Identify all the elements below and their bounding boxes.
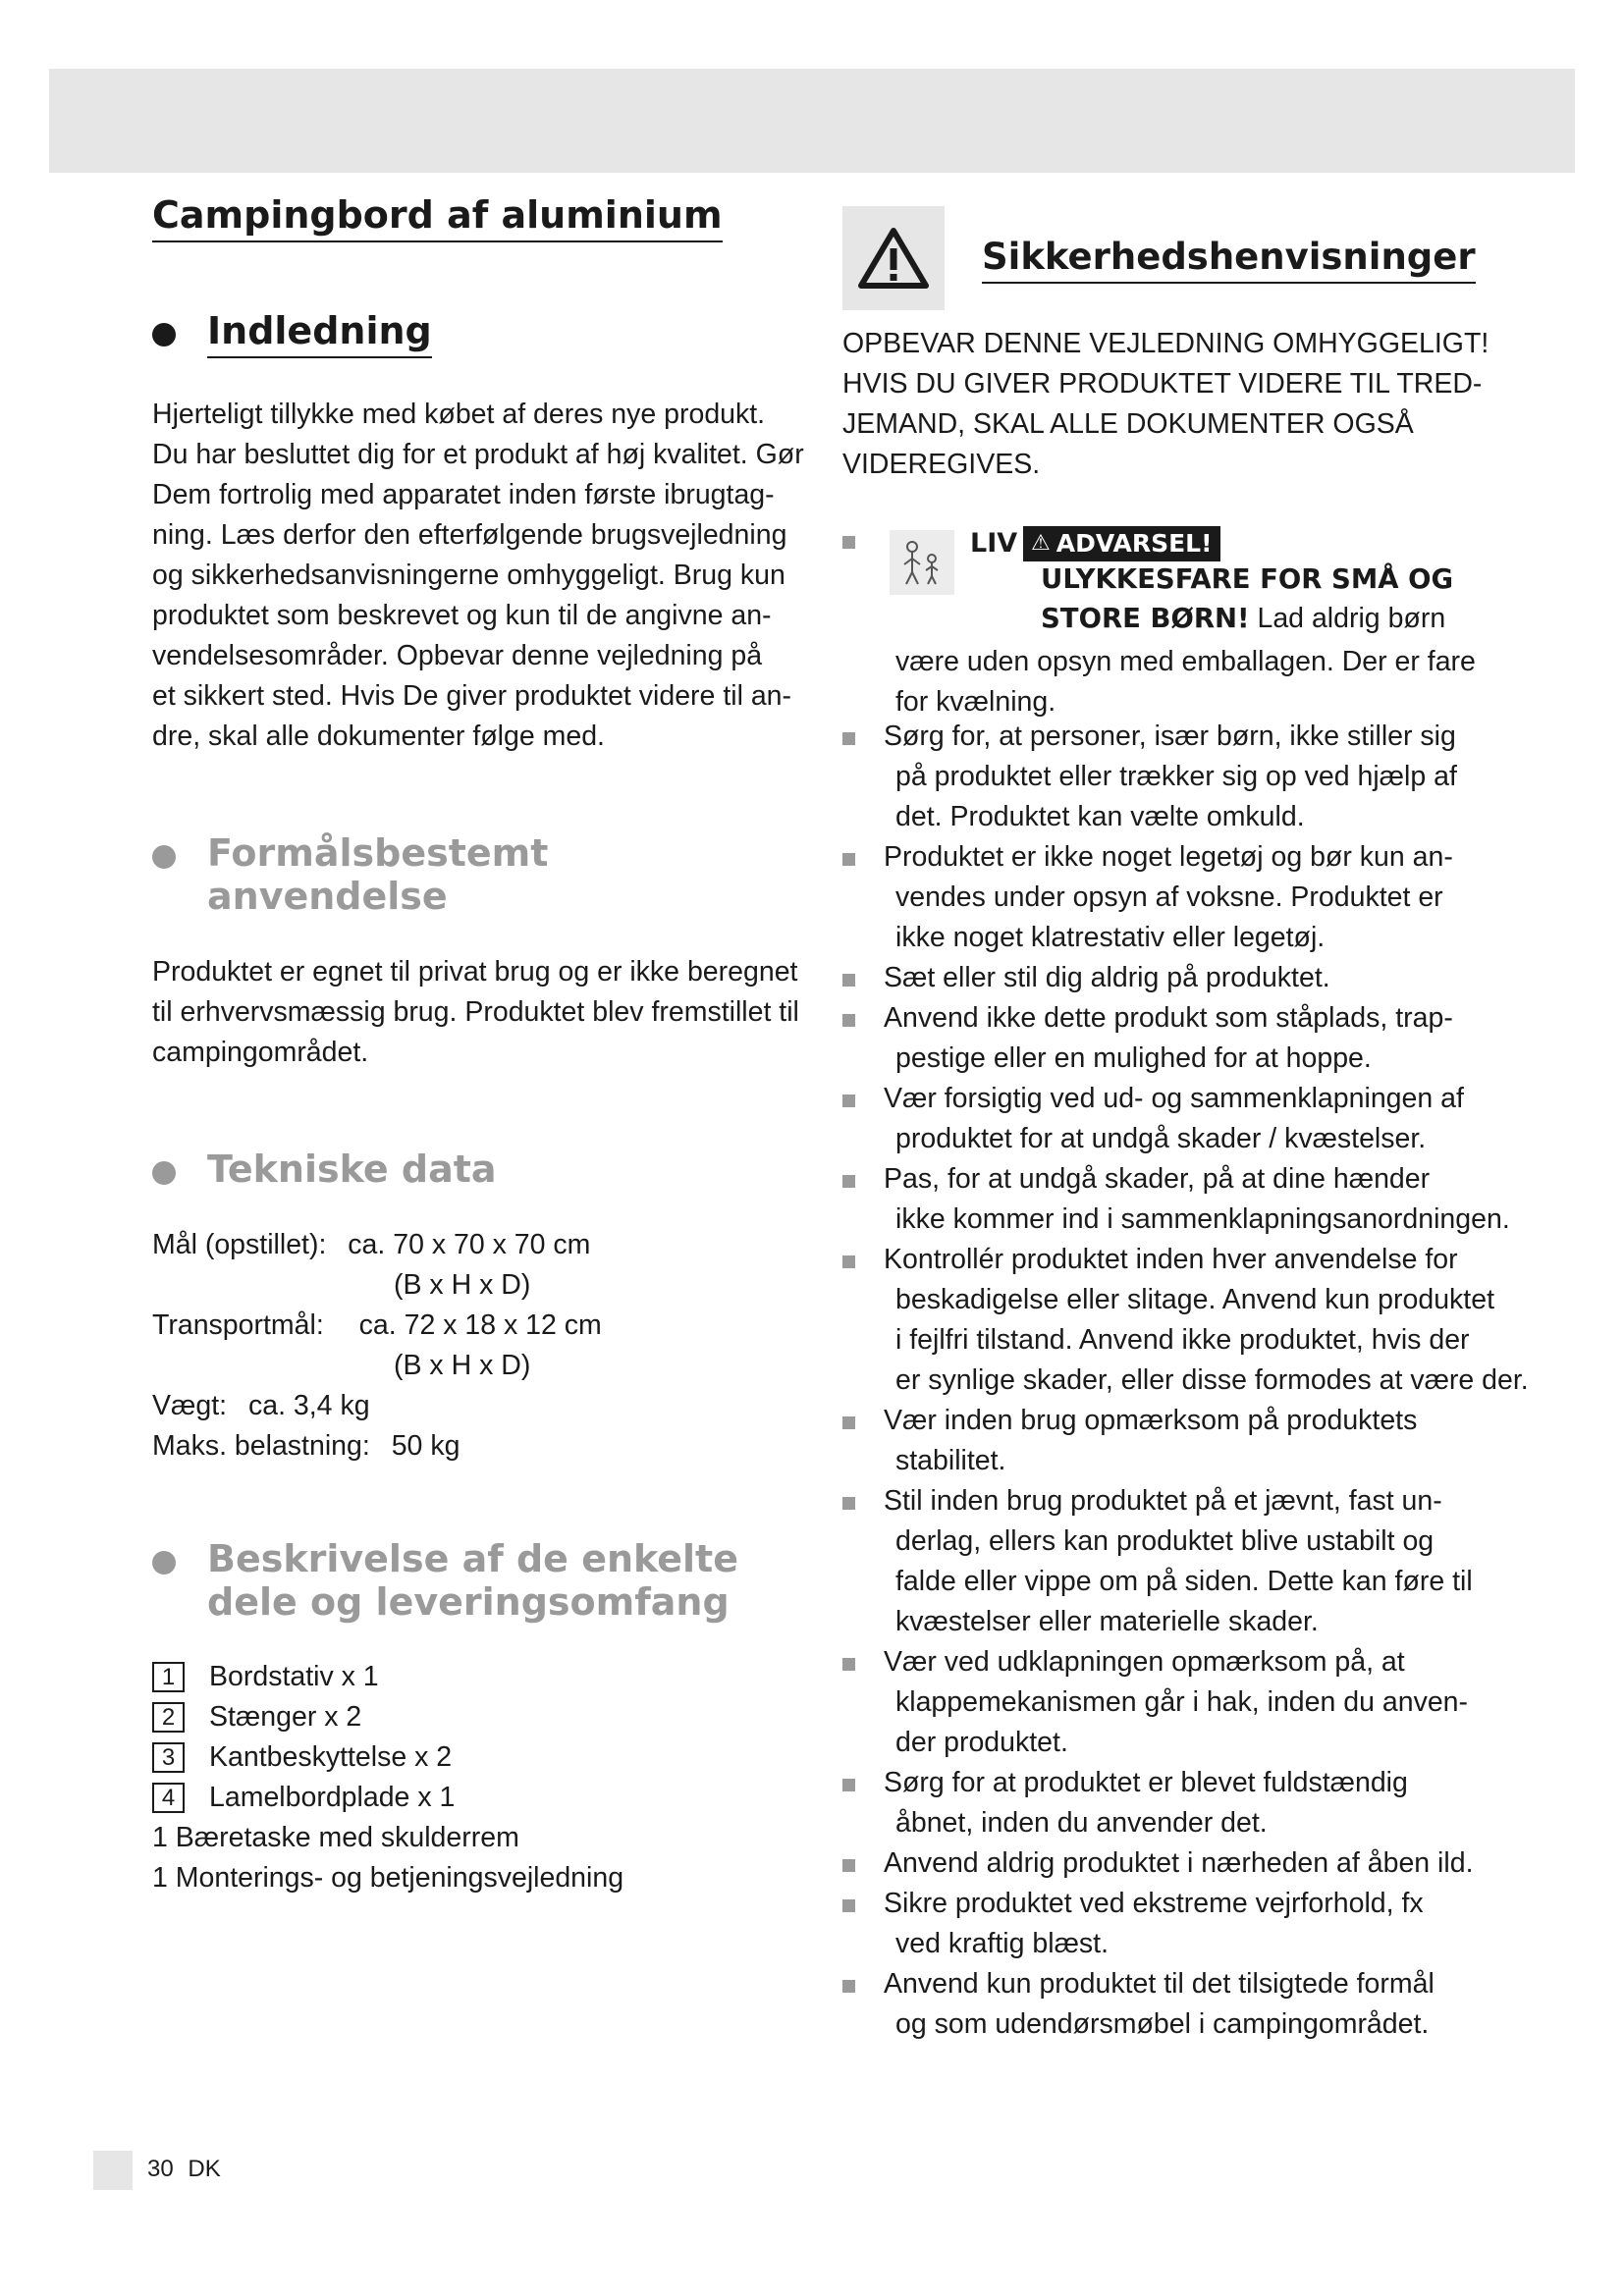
footer-page xyxy=(147,2156,221,2183)
spec-dimensions xyxy=(152,1225,800,1265)
safety-bullet-item xyxy=(842,1481,1510,1642)
safety-bullet-item xyxy=(842,1964,1510,2045)
intro-heading xyxy=(152,309,800,358)
document-title: Campingbord af aluminium xyxy=(152,193,723,242)
safety-bullet-line: klappemekanismen går i hak, inden du anven- xyxy=(895,1686,1469,1718)
included-item: 1 Bæretaske med skulderrem xyxy=(152,1822,519,1853)
warning-triangle-icon xyxy=(842,206,945,310)
technical-heading-text: Tekniske data xyxy=(207,1148,497,1191)
safety-bullet-line: Vær ved udklapningen opmærksom på, at xyxy=(884,1646,1405,1678)
safety-bullet-line: produktet for at undgå skader / kvæstelser. xyxy=(895,1123,1427,1154)
safety-bullet-item xyxy=(842,1843,1510,1884)
safety-bullet-line: beskadigelse eller slitage. Anvend kun produktet xyxy=(895,1284,1494,1315)
safety-caps-line: HVIS DU GIVER PRODUKTET VIDERE TIL TRED- xyxy=(842,368,1483,400)
safety-bullet-line: åbnet, inden du anvender det. xyxy=(895,1807,1268,1839)
spec-unit: (B x H x D) xyxy=(394,1269,531,1301)
warning-text: være uden opsyn med emballagen. Der er fare xyxy=(895,646,1476,677)
safety-bullet-line: det. Produktet kan vælte omkuld. xyxy=(895,801,1305,832)
safety-bullet-line: ikke kommer ind i sammenklapningsanordningen. xyxy=(895,1203,1510,1235)
child-safety-icon xyxy=(890,530,954,595)
header-band xyxy=(49,69,1575,173)
part-label: Lamelbordplade x 1 xyxy=(209,1782,456,1813)
safety-bullet-line: ikke noget klatrestativ eller legetøj. xyxy=(895,922,1326,953)
safety-bullet-line: Anvend kun produktet til det tilsigtede formål xyxy=(884,1968,1435,2000)
safety-bullet-line: Vær forsigtig ved ud- og sammenklapningen af xyxy=(884,1083,1464,1114)
safety-bullet-line: er synlige skader, eller disse formodes at være der. xyxy=(895,1364,1529,1396)
part-number-box: 3 xyxy=(152,1742,185,1773)
intro-line: Du har besluttet dig for et produkt af høj kvalitet. Gør xyxy=(152,439,804,470)
safety-bullet-line: vendes under opsyn af voksne. Produktet er xyxy=(895,881,1443,913)
bullet-square-icon xyxy=(842,1255,855,1268)
bullet-square-icon xyxy=(842,1095,855,1107)
intended-use-line: til erhvervsmæssig brug. Produktet blev fremstillet til xyxy=(152,996,799,1028)
warning-text: Lad aldrig børn xyxy=(1249,603,1446,634)
safety-bullet-line: Sikre produktet ved ekstreme vejrforhold, fx xyxy=(884,1888,1424,1919)
intended-use-paragraph xyxy=(152,952,800,1073)
safety-caps-line: JEMAND, SKAL ALLE DOKUMENTER OGSÅ xyxy=(842,408,1414,440)
safety-bullet-line: ved kraftig blæst. xyxy=(895,1928,1110,1959)
intended-use-line: campingområdet. xyxy=(152,1037,369,1068)
safety-bullet-line: Anvend ikke dette produkt som ståplads, trap- xyxy=(884,1002,1453,1034)
safety-bullet-line: og som udendørsmøbel i campingområdet. xyxy=(895,2008,1430,2040)
warning-bold-line xyxy=(1041,603,1445,635)
language-code: DK xyxy=(188,2156,221,2182)
safety-bullet-line: pestige eller en mulighed for at hoppe. xyxy=(895,1042,1372,1074)
technical-specs xyxy=(152,1225,800,1467)
safety-bullet-line: Kontrollér produktet inden hver anvendelse for xyxy=(884,1244,1458,1275)
safety-heading: Sikkerhedshenvisninger xyxy=(982,236,1476,284)
bullet-square-icon xyxy=(842,1416,855,1429)
bullet-square-icon xyxy=(842,1859,855,1872)
intro-paragraph xyxy=(152,395,804,757)
safety-bullet-item xyxy=(842,1884,1510,1964)
bullet-square-icon xyxy=(842,853,855,866)
parts-list xyxy=(152,1657,800,1898)
parts-heading-line: Beskrivelse af de enkelte xyxy=(207,1537,738,1580)
parts-heading-line: dele og leveringsomfang xyxy=(207,1580,730,1624)
safety-bullet-list xyxy=(842,717,1529,2045)
intended-use-heading xyxy=(152,831,800,918)
warning-lead: LIV xyxy=(970,528,1018,559)
intro-heading-text: Indledning xyxy=(207,309,432,358)
intro-line: Dem fortrolig med apparatet inden første ibrugtag- xyxy=(152,479,775,510)
intro-line: Hjerteligt tillykke med købet af deres nye produkt. xyxy=(152,399,766,430)
part-item xyxy=(152,1697,800,1737)
safety-bullet-line: Anvend aldrig produktet i nærheden af åben ild. xyxy=(884,1847,1474,1879)
safety-bullet-line: kvæstelser eller materielle skader. xyxy=(895,1606,1319,1637)
parts-heading-text xyxy=(207,1537,738,1624)
safety-bullet-line: i fejlfri tilstand. Anvend ikke produktet, hvis der xyxy=(895,1324,1470,1356)
bullet-dot-icon xyxy=(152,845,176,869)
safety-caps-line: VIDEREGIVES. xyxy=(842,449,1041,480)
spec-unit: (B x H x D) xyxy=(394,1350,531,1381)
safety-bullet-item xyxy=(842,1159,1510,1240)
bullet-square-icon xyxy=(842,1980,855,1993)
technical-heading xyxy=(152,1148,800,1191)
part-item xyxy=(152,1657,800,1697)
intro-line: produktet som beskrevet og kun til de angivne an- xyxy=(152,600,772,631)
bullet-square-icon xyxy=(842,536,855,549)
safety-bullet-line: Produktet er ikke noget legetøj og bør kun an- xyxy=(884,841,1453,873)
part-label: Kantbeskyttelse x 2 xyxy=(209,1741,453,1773)
safety-bullet-item xyxy=(842,1401,1510,1481)
safety-bullet-item xyxy=(842,1642,1510,1763)
bullet-dot-icon xyxy=(152,323,176,347)
bullet-dot-icon xyxy=(152,1551,176,1575)
intro-line: og sikkerhedsanvisningerne omhyggeligt. Brug kun xyxy=(152,560,785,591)
left-column xyxy=(152,191,804,1898)
bullet-square-icon xyxy=(842,1014,855,1027)
part-item xyxy=(152,1737,800,1778)
safety-bullet-item xyxy=(842,1240,1529,1401)
bullet-square-icon xyxy=(842,1175,855,1188)
spec-weight xyxy=(152,1386,800,1426)
warning-text: for kvælning. xyxy=(895,686,1056,718)
safety-bullet-line: Pas, for at undgå skader, på at dine hænder xyxy=(884,1163,1431,1195)
safety-bullet-line: derlag, ellers kan produktet blive ustabilt og xyxy=(895,1525,1435,1557)
bullet-square-icon xyxy=(842,1899,855,1912)
safety-bullet-item xyxy=(842,717,1510,837)
safety-bullet-line: stabilitet. xyxy=(895,1445,1006,1476)
spec-label: Vægt: xyxy=(152,1390,228,1421)
spec-value: 50 kg xyxy=(391,1430,460,1462)
bullet-dot-icon xyxy=(152,1161,176,1185)
safety-bullet-item xyxy=(842,1079,1510,1159)
part-item xyxy=(152,1778,800,1818)
part-number-box: 4 xyxy=(152,1783,185,1813)
spec-label: Maks. belastning: xyxy=(152,1430,370,1462)
safety-bullet-line: Sørg for at produktet er blevet fuldstændig xyxy=(884,1767,1408,1798)
part-label: Stænger x 2 xyxy=(209,1701,362,1733)
warning-small-icon: ⚠ xyxy=(1031,531,1051,556)
intended-use-line: Produktet er egnet til privat brug og er ikke beregnet xyxy=(152,956,798,988)
intro-line: et sikkert sted. Hvis De giver produktet videre til an- xyxy=(152,680,792,712)
safety-bullet-line: falde eller vippe om på siden. Dette kan føre til xyxy=(895,1566,1473,1597)
footer-marker xyxy=(93,2151,133,2190)
bullet-square-icon xyxy=(842,1658,855,1671)
spec-value: ca. 70 x 70 x 70 cm xyxy=(348,1229,591,1260)
intended-use-heading-text: Formålsbestemt anvendelse xyxy=(207,831,549,918)
parts-heading xyxy=(152,1537,800,1624)
safety-bullet-line: Sæt eller stil dig aldrig på produktet. xyxy=(884,962,1330,993)
safety-bullet-line: på produktet eller trækker sig op ved hjælp af xyxy=(895,761,1457,792)
bullet-square-icon xyxy=(842,1779,855,1791)
spec-label: Mål (opstillet): xyxy=(152,1229,327,1260)
warning-bold-text: STORE BØRN! xyxy=(1041,603,1250,634)
safety-caps-notice xyxy=(842,324,1490,485)
spec-value: ca. 72 x 18 x 12 cm xyxy=(358,1309,602,1341)
safety-bullet-line: Stil inden brug produktet på et jævnt, fast un- xyxy=(884,1485,1442,1517)
part-number-box: 2 xyxy=(152,1702,185,1733)
bullet-square-icon xyxy=(842,974,855,987)
page-number: 30 xyxy=(147,2156,174,2182)
safety-bullet-item xyxy=(842,958,1510,998)
safety-bullet-item xyxy=(842,998,1510,1079)
spec-load xyxy=(152,1426,800,1467)
warning-text-block xyxy=(895,642,1476,722)
safety-bullet-line: Vær inden brug opmærksom på produktets xyxy=(884,1405,1418,1436)
intro-line: vendelsesområder. Opbevar denne vejledning på xyxy=(152,640,763,671)
safety-caps-line: OPBEVAR DENNE VEJLEDNING OMHYGGELIGT! xyxy=(842,328,1489,359)
included-item: 1 Monterings- og betjeningsvejledning xyxy=(152,1862,624,1894)
spec-transport xyxy=(152,1306,800,1346)
spec-label: Transportmål: xyxy=(152,1309,324,1341)
safety-bullet-line: der produktet. xyxy=(895,1727,1068,1758)
warning-bold-line: ULYKKESFARE FOR SMÅ OG xyxy=(1041,563,1454,595)
intro-line: ning. Læs derfor den efterfølgende brugsvejledning xyxy=(152,519,787,551)
safety-bullet-item xyxy=(842,837,1510,958)
bullet-square-icon xyxy=(842,1497,855,1510)
part-label: Bordstativ x 1 xyxy=(209,1661,379,1692)
safety-bullet-line: Sørg for, at personer, især børn, ikke stiller sig xyxy=(884,721,1456,752)
intro-line: dre, skal alle dokumenter følge med. xyxy=(152,721,605,752)
warning-badge xyxy=(1023,526,1220,561)
bullet-square-icon xyxy=(842,732,855,745)
spec-value: ca. 3,4 kg xyxy=(247,1390,370,1421)
part-number-box: 1 xyxy=(152,1662,185,1692)
safety-bullet-item xyxy=(842,1763,1510,1843)
warning-badge-text: ADVARSEL! xyxy=(1056,529,1213,558)
